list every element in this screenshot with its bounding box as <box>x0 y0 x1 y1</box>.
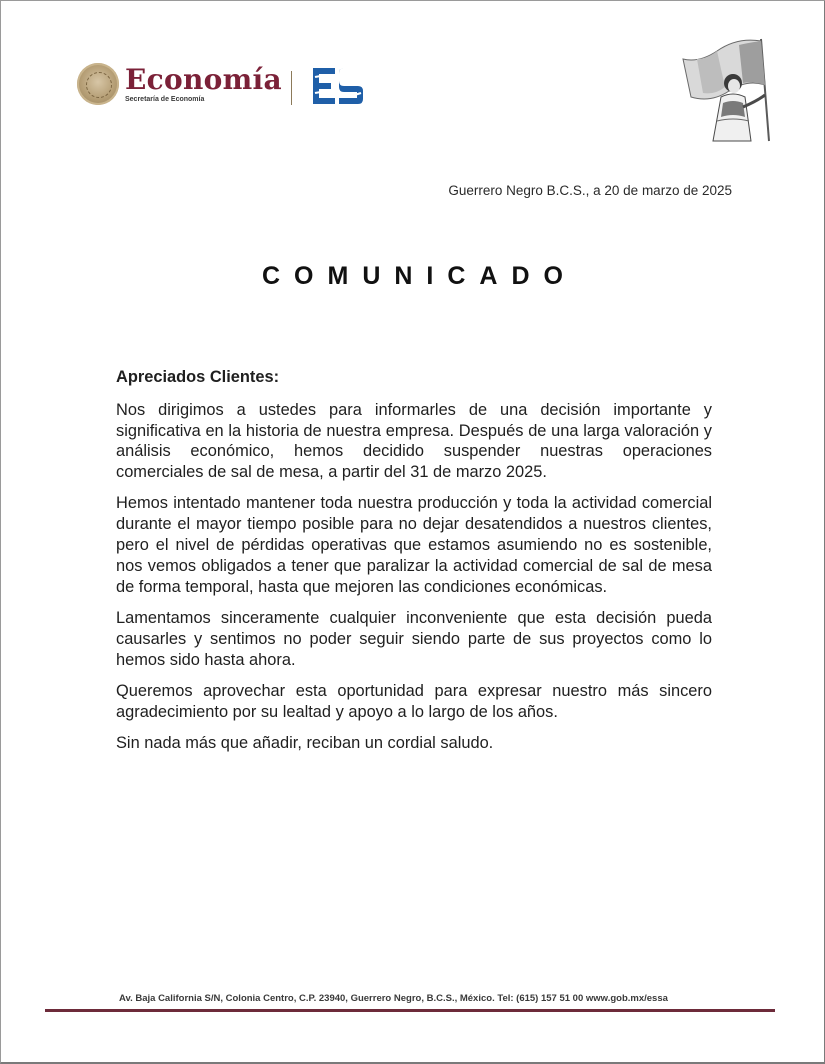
paragraph-1: Nos dirigimos a ustedes para informarles de una decisión importante y significativa en la historia de nuestra empresa. Después de una larga valoración y análisis económico, hemos decidido suspender nuestras operaciones comerciales de sal de mesa, a partir del 31 de marzo 2025. <box>116 400 712 482</box>
economia-title: Economía <box>125 62 282 96</box>
paragraph-2: Hemos intentado mantener toda nuestra producción y toda la actividad comercial durante el mayor tiempo posible para no dejar desatendidos a nuestros clientes, pero el nivel de pérdidas operativas que estamos asumiendo no es sostenible, nos vemos obligados a tener que paralizar la actividad comercial de sal de mesa de forma temporal, hasta que mejoren las condiciones económicas. <box>116 494 712 596</box>
date-line: Guerrero Negro B.C.S., a 20 de marzo de 2025 <box>448 183 732 198</box>
paragraph-3: Lamentamos sinceramente cualquier inconveniente que esta decisión pueda causarles y sentimos no poder seguir siendo parte de sus proyectos como lo hemos sido hasta ahora. <box>116 608 712 669</box>
economia-logo <box>77 61 282 107</box>
document-title: COMUNICADO <box>262 262 577 290</box>
letter-body <box>116 367 712 764</box>
footer-rule <box>45 1009 775 1012</box>
flag-woman-illustration-icon <box>677 37 781 143</box>
coat-of-arms-seal-icon <box>77 63 119 105</box>
paragraph-4: Queremos aprovechar esta oportunidad para expresar nuestro más sincero agradecimiento por su lealtad y apoyo a lo largo de los años. <box>116 681 712 721</box>
paragraph-5: Sin nada más que añadir, reciban un cordial saludo. <box>116 733 494 752</box>
header-divider <box>291 71 292 105</box>
economia-wordmark <box>125 62 282 103</box>
essa-logo-icon <box>313 65 365 107</box>
footer-address: Av. Baja California S/N, Colonia Centro, C.P. 23940, Guerrero Negro, B.C.S., México. Tel: (615) 157 51 00 www.gob.mx/essa <box>119 993 668 1004</box>
salutation: Apreciados Clientes: <box>116 368 280 386</box>
economia-subtitle: Secretaría de Economía <box>125 95 205 103</box>
